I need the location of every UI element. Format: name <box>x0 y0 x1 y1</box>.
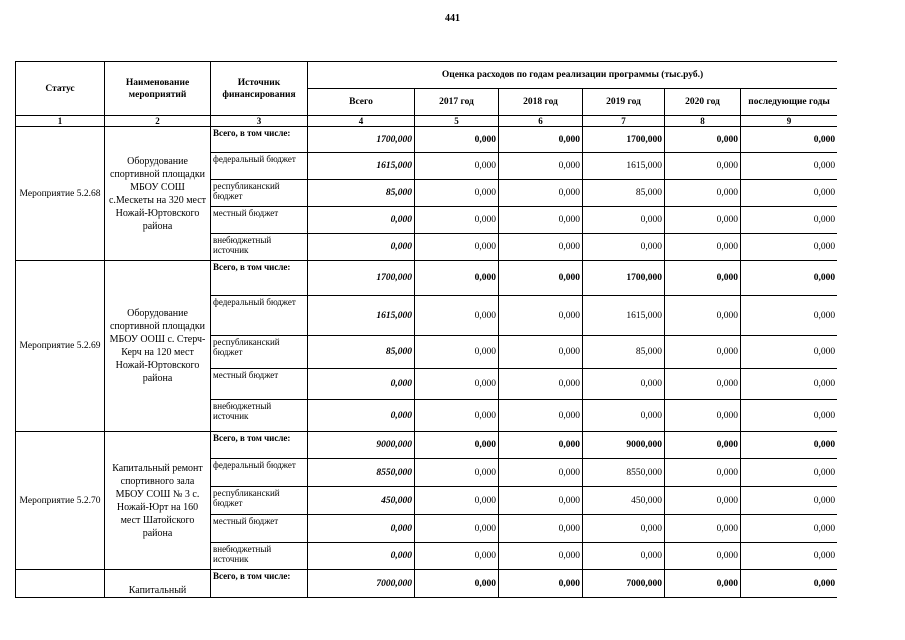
later-cell: 0,000 <box>741 570 838 598</box>
total-cell: 85,000 <box>308 336 415 369</box>
y2018-cell: 0,000 <box>499 570 583 598</box>
y2017-cell: 0,000 <box>415 515 499 543</box>
y2018-cell: 0,000 <box>499 515 583 543</box>
total-cell: 0,000 <box>308 515 415 543</box>
y2019-cell: 1700,000 <box>583 127 665 153</box>
column-number: 1 <box>16 116 105 127</box>
y2020-cell: 0,000 <box>665 261 741 296</box>
y2018-cell: 0,000 <box>499 400 583 432</box>
source-cell: местный бюджет <box>211 515 308 543</box>
source-cell: Всего, в том числе: <box>211 432 308 459</box>
source-cell: внебюджетный источник <box>211 400 308 432</box>
y2020-cell: 0,000 <box>665 543 741 570</box>
y2017-cell: 0,000 <box>415 127 499 153</box>
column-number: 7 <box>583 116 665 127</box>
column-number: 6 <box>499 116 583 127</box>
y2018-cell: 0,000 <box>499 459 583 487</box>
measure-name-cell: Оборудование спортивной площадки МБОУ ООШ с. Стерч-Керч на 120 мест Ножай-Юртовского района <box>105 261 211 432</box>
y2020-cell: 0,000 <box>665 296 741 336</box>
y2020-cell: 0,000 <box>665 570 741 598</box>
status-cell: Мероприятие 5.2.70 <box>16 432 105 570</box>
y2019-cell: 450,000 <box>583 487 665 515</box>
budget-table-wrapper <box>15 61 837 601</box>
y2017-cell: 0,000 <box>415 570 499 598</box>
source-cell: федеральный бюджет <box>211 153 308 180</box>
y2019-cell: 0,000 <box>583 234 665 261</box>
total-cell: 1615,000 <box>308 296 415 336</box>
column-number-row <box>16 116 838 127</box>
header-estimate: Оценка расходов по годам реализации программы (тыс.руб.) <box>308 62 838 89</box>
header-name: Наименование мероприятий <box>105 62 211 116</box>
y2019-cell: 85,000 <box>583 336 665 369</box>
y2019-cell: 0,000 <box>583 369 665 400</box>
measure-name-cell: Капитальный ремонт спортивного зала МБОУ СОШ № 3 с. Ножай-Юрт на 160 мест Шатойского района <box>105 432 211 570</box>
later-cell: 0,000 <box>741 296 838 336</box>
y2020-cell: 0,000 <box>665 207 741 234</box>
later-cell: 0,000 <box>741 180 838 207</box>
y2019-cell: 7000,000 <box>583 570 665 598</box>
total-cell: 0,000 <box>308 400 415 432</box>
y2020-cell: 0,000 <box>665 127 741 153</box>
y2020-cell: 0,000 <box>665 459 741 487</box>
y2017-cell: 0,000 <box>415 459 499 487</box>
y2017-cell: 0,000 <box>415 207 499 234</box>
table-row <box>16 570 838 598</box>
later-cell: 0,000 <box>741 369 838 400</box>
total-cell: 9000,000 <box>308 432 415 459</box>
y2017-cell: 0,000 <box>415 487 499 515</box>
total-cell: 0,000 <box>308 543 415 570</box>
source-cell: федеральный бюджет <box>211 459 308 487</box>
later-cell: 0,000 <box>741 207 838 234</box>
y2017-cell: 0,000 <box>415 180 499 207</box>
y2020-cell: 0,000 <box>665 515 741 543</box>
y2019-cell: 0,000 <box>583 207 665 234</box>
y2020-cell: 0,000 <box>665 180 741 207</box>
measure-name-cell: Оборудование спортивной площадки МБОУ СОШ с.Мескеты на 320 мест Ножай-Юртовского района <box>105 127 211 261</box>
later-cell: 0,000 <box>741 487 838 515</box>
table-row <box>16 127 838 153</box>
header-2020: 2020 год <box>665 89 741 116</box>
y2019-cell: 8550,000 <box>583 459 665 487</box>
measure-name-cell: Капитальный <box>105 570 211 598</box>
column-number: 9 <box>741 116 838 127</box>
y2018-cell: 0,000 <box>499 207 583 234</box>
later-cell: 0,000 <box>741 153 838 180</box>
column-number: 8 <box>665 116 741 127</box>
y2018-cell: 0,000 <box>499 127 583 153</box>
total-cell: 1700,000 <box>308 127 415 153</box>
later-cell: 0,000 <box>741 400 838 432</box>
later-cell: 0,000 <box>741 515 838 543</box>
source-cell: местный бюджет <box>211 369 308 400</box>
later-cell: 0,000 <box>741 459 838 487</box>
later-cell: 0,000 <box>741 234 838 261</box>
later-cell: 0,000 <box>741 543 838 570</box>
header-total: Всего <box>308 89 415 116</box>
source-cell: республиканский бюджет <box>211 336 308 369</box>
y2019-cell: 1700,000 <box>583 261 665 296</box>
source-cell: внебюджетный источник <box>211 234 308 261</box>
total-cell: 0,000 <box>308 207 415 234</box>
y2019-cell: 0,000 <box>583 515 665 543</box>
y2020-cell: 0,000 <box>665 336 741 369</box>
y2017-cell: 0,000 <box>415 369 499 400</box>
source-cell: местный бюджет <box>211 207 308 234</box>
total-cell: 85,000 <box>308 180 415 207</box>
y2019-cell: 0,000 <box>583 543 665 570</box>
header-2017: 2017 год <box>415 89 499 116</box>
status-cell: Мероприятие 5.2.68 <box>16 127 105 261</box>
y2020-cell: 0,000 <box>665 487 741 515</box>
y2017-cell: 0,000 <box>415 400 499 432</box>
total-cell: 1615,000 <box>308 153 415 180</box>
y2019-cell: 1615,000 <box>583 296 665 336</box>
total-cell: 0,000 <box>308 234 415 261</box>
y2018-cell: 0,000 <box>499 543 583 570</box>
y2018-cell: 0,000 <box>499 487 583 515</box>
table-row <box>16 261 838 296</box>
source-cell: Всего, в том числе: <box>211 570 308 598</box>
y2017-cell: 0,000 <box>415 234 499 261</box>
source-cell: Всего, в том числе: <box>211 127 308 153</box>
y2017-cell: 0,000 <box>415 296 499 336</box>
y2018-cell: 0,000 <box>499 296 583 336</box>
y2020-cell: 0,000 <box>665 153 741 180</box>
y2017-cell: 0,000 <box>415 336 499 369</box>
y2018-cell: 0,000 <box>499 369 583 400</box>
y2020-cell: 0,000 <box>665 234 741 261</box>
y2019-cell: 9000,000 <box>583 432 665 459</box>
later-cell: 0,000 <box>741 336 838 369</box>
y2017-cell: 0,000 <box>415 261 499 296</box>
source-cell: Всего, в том числе: <box>211 261 308 296</box>
y2018-cell: 0,000 <box>499 261 583 296</box>
y2019-cell: 85,000 <box>583 180 665 207</box>
total-cell: 7000,000 <box>308 570 415 598</box>
y2019-cell: 1615,000 <box>583 153 665 180</box>
y2020-cell: 0,000 <box>665 369 741 400</box>
y2018-cell: 0,000 <box>499 432 583 459</box>
total-cell: 1700,000 <box>308 261 415 296</box>
column-number: 5 <box>415 116 499 127</box>
y2017-cell: 0,000 <box>415 153 499 180</box>
total-cell: 0,000 <box>308 369 415 400</box>
y2020-cell: 0,000 <box>665 400 741 432</box>
table-row <box>16 432 838 459</box>
later-cell: 0,000 <box>741 432 838 459</box>
y2018-cell: 0,000 <box>499 234 583 261</box>
status-cell: Мероприятие 5.2.69 <box>16 261 105 432</box>
column-number: 2 <box>105 116 211 127</box>
y2018-cell: 0,000 <box>499 153 583 180</box>
column-number: 3 <box>211 116 308 127</box>
later-cell: 0,000 <box>741 127 838 153</box>
total-cell: 450,000 <box>308 487 415 515</box>
page-number: 441 <box>445 13 460 24</box>
y2018-cell: 0,000 <box>499 336 583 369</box>
y2017-cell: 0,000 <box>415 543 499 570</box>
later-cell: 0,000 <box>741 261 838 296</box>
y2017-cell: 0,000 <box>415 432 499 459</box>
y2020-cell: 0,000 <box>665 432 741 459</box>
source-cell: федеральный бюджет <box>211 296 308 336</box>
status-cell <box>16 570 105 598</box>
y2018-cell: 0,000 <box>499 180 583 207</box>
column-number: 4 <box>308 116 415 127</box>
header-status: Статус <box>16 62 105 116</box>
source-cell: республиканский бюджет <box>211 487 308 515</box>
header-source: Источник финансирования <box>211 62 308 116</box>
header-2019: 2019 год <box>583 89 665 116</box>
header-later: последующие годы <box>741 89 838 116</box>
budget-table <box>15 61 837 598</box>
y2019-cell: 0,000 <box>583 400 665 432</box>
header-2018: 2018 год <box>499 89 583 116</box>
source-cell: внебюджетный источник <box>211 543 308 570</box>
source-cell: республиканский бюджет <box>211 180 308 207</box>
total-cell: 8550,000 <box>308 459 415 487</box>
